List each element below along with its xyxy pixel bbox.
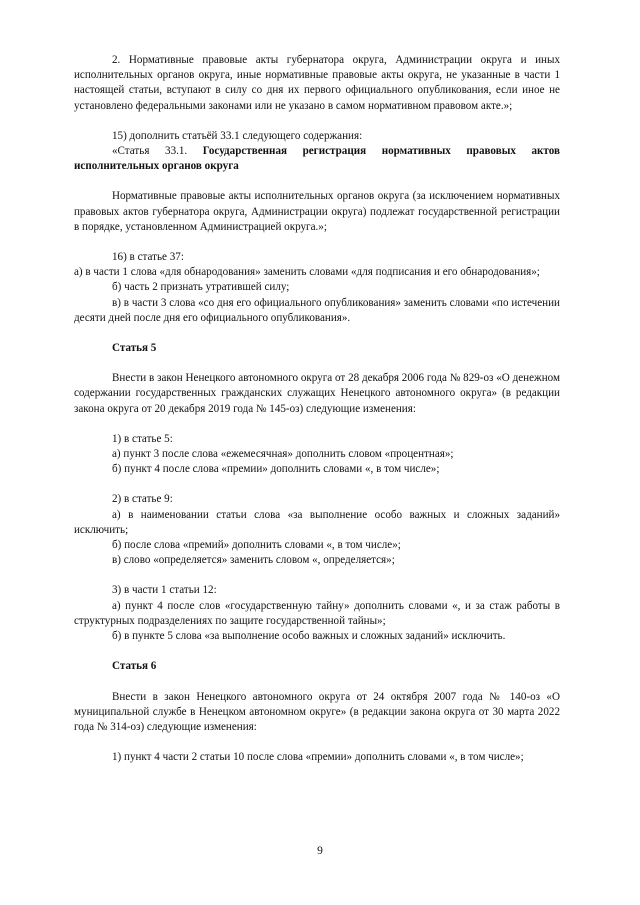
paragraph: 2. Нормативные правовые акты губернатора округа, Администрации округа и иных исполнительных органов округа, иные нормативные правовые акты округа, не указанные в части 1 настоящей статьи, вступают в силу со дня их первого официального опубликования, если иное не установлено федеральными законами или не указано в самом нормативном правовом акте.»;	[74, 54, 560, 112]
paragraph: 1) в статье 5:	[112, 432, 173, 445]
paragraph: 15) дополнить статьёй 33.1 следующего содержания:	[112, 129, 363, 142]
paragraph: 1) пункт 4 части 2 статьи 10 после слова «премии» дополнить словами «, в том числе»;	[112, 751, 524, 764]
paragraph: б) часть 2 признать утратившей силу;	[112, 281, 290, 294]
document-body	[74, 53, 560, 765]
article-33-1-prefix: «Статья 33.1.	[112, 145, 203, 158]
article-heading: Статья 5	[112, 342, 157, 355]
page-number: 9	[317, 845, 323, 857]
paragraph: а) в наименовании статьи слова «за выполнение особо важных и сложных заданий» исключить;	[74, 508, 560, 536]
article-33-1-heading: Государственная регистрация нормативных правовых актов исполнительных органов округа	[74, 145, 560, 173]
paragraph: б) в пункте 5 слова «за выполнение особо важных и сложных заданий» исключить.	[112, 630, 506, 643]
paragraph: 3) в части 1 статьи 12:	[112, 584, 217, 597]
paragraph: в) слово «определяется» заменить словом «, определяется»;	[112, 554, 395, 567]
paragraph: б) после слова «премий» дополнить словами «, в том числе»;	[112, 539, 401, 552]
paragraph: а) в части 1 слова «для обнародования» заменить словами «для подписания и его обнародования»;	[74, 266, 540, 279]
paragraph: а) пункт 3 после слова «ежемесячная» дополнить словом «процентная»;	[112, 448, 454, 461]
paragraph: б) пункт 4 после слова «премии» дополнить словами «, в том числе»;	[112, 463, 440, 476]
paragraph: Внести в закон Ненецкого автономного округа от 24 октября 2007 года № 140-оз «О муниципальной службе в Ненецком автономном округе» (в редакции закона округа от 30 марта 2022 года № 314-оз) следующие изменения:	[74, 690, 560, 733]
paragraph: 2) в статье 9:	[112, 493, 173, 506]
paragraph: Нормативные правовые акты исполнительных органов округа (за исключением нормативных правовых актов губернатора округа, Администрации округа) подлежат государственной регистрации в порядке, установленном Администрацией округа.»;	[74, 190, 560, 233]
paragraph: в) в части 3 слова «со дня его официального опубликования» заменить словами «по истечении десяти дней после дня его официального опубликования».	[74, 296, 560, 324]
article-33-1-title	[74, 144, 560, 174]
paragraph: 16) в статье 37:	[112, 251, 184, 264]
paragraph: а) пункт 4 после слов «государственную тайну» дополнить словами «, и за стаж работы в структурных подразделениях по защите государственной тайны»;	[74, 599, 560, 627]
article-heading: Статья 6	[112, 660, 157, 673]
paragraph: Внести в закон Ненецкого автономного округа от 28 декабря 2006 года № 829-оз «О денежном содержании государственных гражданских служащих Ненецкого автономного округа» (в редакции закона округа от 20 декабря 2019 года № 145-оз) следующие изменения:	[74, 372, 560, 415]
